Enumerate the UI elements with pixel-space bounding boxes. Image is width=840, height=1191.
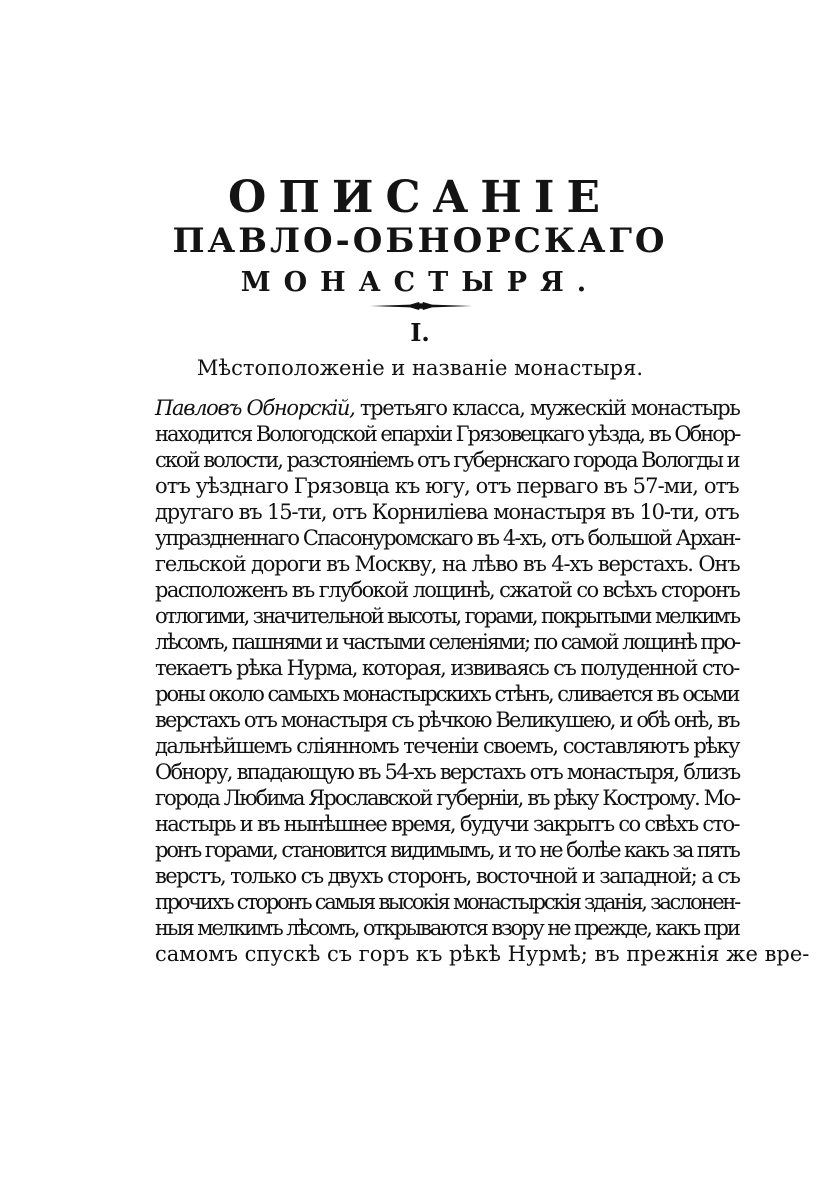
text-line: ронъ горами, становится видимымъ, и то не болѣе какъ за пять	[155, 838, 739, 862]
text-line: верстъ, только съ двухъ сторонъ, восточной и западной; а съ	[155, 864, 740, 888]
title-line-1: ОПИСАНІЕ	[228, 172, 612, 223]
text-line: города Любима Ярославской губерніи, въ рѣку Кострому. Мо-	[155, 786, 740, 810]
title-line-2: ПАВЛО-ОБНОРСКАГО	[172, 221, 668, 261]
text-line: текаетъ рѣка Нурма, которая, извиваясь съ полуденной сто-	[155, 656, 739, 680]
text-line: упраздненнаго Спасонуромскаго въ 4-хъ, отъ большой Архан-	[155, 526, 740, 550]
ornament-divider	[370, 300, 472, 312]
text-line: отлогими, значительной высоты, горами, покрытыми мелкимъ	[155, 604, 739, 628]
text-line: Павловъ Обнорскій, третьяго класса, мужескій монастырь	[155, 396, 740, 420]
text-line: роны около самыхъ монастырскихъ стѣнъ, сливается въ осьми	[155, 682, 739, 706]
section-number: I.	[410, 318, 430, 347]
text-line: самомъ спускѣ съ горъ къ рѣкѣ Нурмѣ; въ прежнія же вре-	[155, 942, 810, 966]
text-line: расположенъ въ глубокой лощинѣ, сжатой со всѣхъ сторонъ	[155, 578, 740, 602]
text-line: ныя мелкимъ лѣсомъ, открываются взору не прежде, какъ при	[155, 916, 739, 940]
text-line: отъ уѣзднаго Грязовца къ югу, отъ перваго въ 57-ми, отъ	[155, 474, 739, 498]
title-line-3: МОНАСТЫРЯ.	[240, 267, 600, 298]
italic-name: Павловъ Обнорскій,	[155, 396, 355, 420]
text-line: ской волости, разстояніемъ отъ губернскаго города Вологды и	[155, 448, 739, 472]
section-title: Мѣстоположеніе и названіе монастыря.	[196, 356, 644, 380]
text-line: верстахъ отъ монастыря съ рѣчкою Великушею, и обѣ онѣ, въ	[155, 708, 739, 732]
text-line: находится Вологодской епархіи Грязовецкаго уѣзда, въ Обнор-	[155, 422, 740, 446]
text-line: гельской дороги въ Москву, на лѣво въ 4-хъ верстахъ. Онъ	[155, 552, 740, 576]
text-line: дальнѣйшемъ сліянномъ теченіи своемъ, составляютъ рѣку	[155, 734, 739, 758]
text-line: настырь и въ нынѣшнее время, будучи закрытъ со свѣхъ сто-	[155, 812, 739, 836]
text-line: Обнору, впадающую въ 54-хъ верстахъ отъ монастыря, близъ	[155, 760, 740, 784]
text-line: лѣсомъ, пашнями и частыми селеніями; по самой лощинѣ про-	[155, 630, 740, 654]
text-line: прочихъ сторонъ самыя высокія монастырскія зданія, заслонен-	[155, 890, 739, 914]
text-line: другаго въ 15-ти, отъ Корниліева монастыря въ 10-ти, отъ	[155, 500, 739, 524]
